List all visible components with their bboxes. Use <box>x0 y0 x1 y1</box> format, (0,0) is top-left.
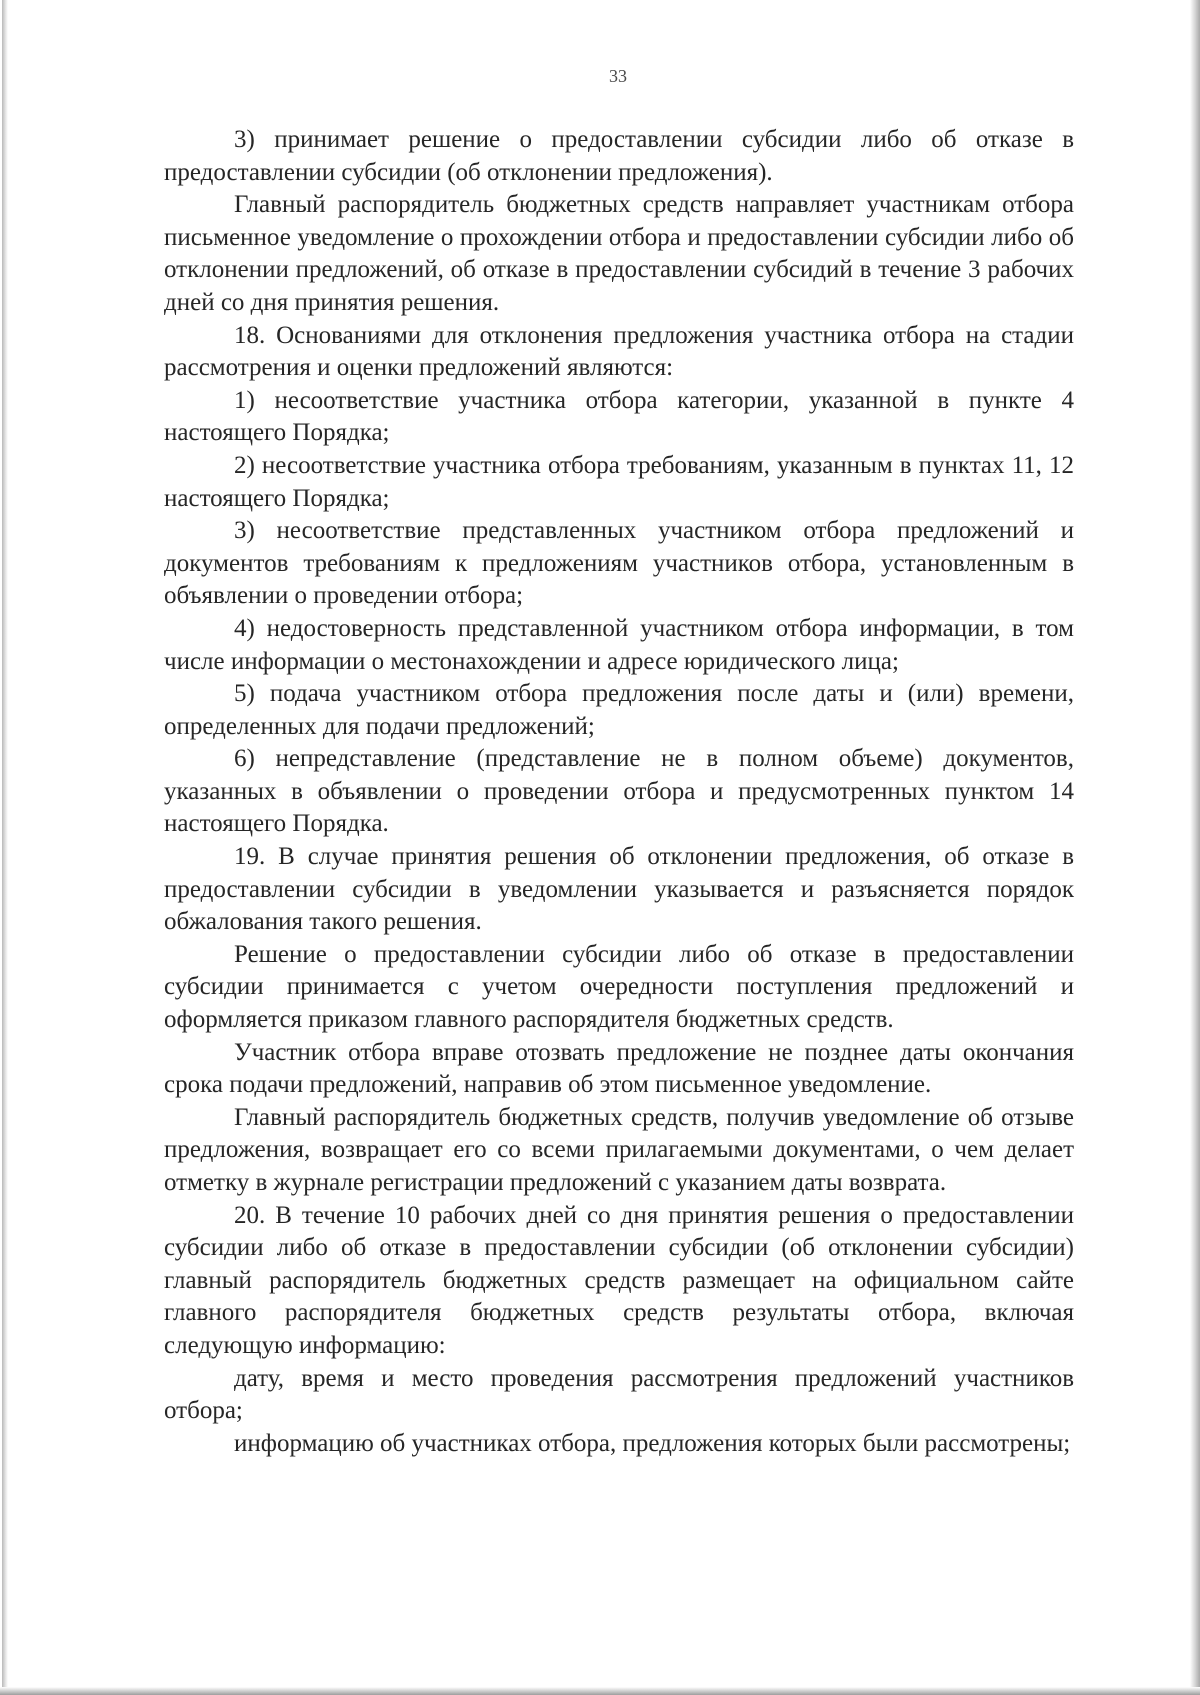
paragraph: 4) недостоверность представленной участником отбора информации, в том числе информации о местонахождении и адресе юридического лица; <box>164 614 1074 675</box>
paragraph: Решение о предоставлении субсидии либо об отказе в предоставлении субсидии принимается с учетом очередности поступления предложений и оформляется приказом главного распорядителя бюджетных средств. <box>164 940 1074 1034</box>
paragraph: 3) принимает решение о предоставлении субсидии либо об отказе в предоставлении субсидии (об отклонении предложения). <box>164 126 1074 186</box>
page-number: 33 <box>609 66 627 86</box>
paragraph: 20. В течение 10 рабочих дней со дня принятия решения о предоставлении субсидии либо об отказе в предоставлении субсидии (об отклонении субсидии) главный распорядитель бюджетных средств размещает на официальном сайте главного распорядителя бюджетных средств результаты отбора, включая следующую информацию: <box>164 1201 1074 1359</box>
page-edge-left <box>2 0 8 1695</box>
paragraph: информацию об участниках отбора, предложения которых были рассмотрены; <box>234 1429 1071 1457</box>
paragraph: 2) несоответствие участника отбора требованиям, указанным в пунктах 11, 12 настоящего Порядка; <box>164 451 1074 512</box>
paragraph: 3) несоответствие представленных участником отбора предложений и документов требованиям к предложениям участников отбора, установленным в объявлении о проведении отбора; <box>164 517 1074 610</box>
paragraph: 19. В случае принятия решения об отклонении предложения, об отказе в предоставлении субсидии в уведомлении указывается и разъясняется порядок обжалования такого решения. <box>164 843 1074 936</box>
paragraph: 18. Основаниями для отклонения предложения участника отбора на стадии рассмотрения и оценки предложений являются: <box>164 321 1074 382</box>
paragraph: Главный распорядитель бюджетных средств направляет участникам отбора письменное уведомление о прохождении отбора и предоставлении субсидии либо об отклонении предложений, об отказе в предоставлении субсидий в течение 3 рабочих дней со дня принятия решения. <box>164 191 1074 316</box>
paragraph: Участник отбора вправе отозвать предложение не позднее даты окончания срока подачи предложений, направив об этом письменное уведомление. <box>164 1038 1074 1099</box>
paragraph: дату, время и место проведения рассмотрения предложений участников отбора; <box>164 1364 1074 1425</box>
paragraph: 1) несоответствие участника отбора категории, указанной в пункте 4 настоящего Порядка; <box>164 386 1074 447</box>
page-edge-right <box>1190 0 1200 1695</box>
paragraph: Главный распорядитель бюджетных средств, получив уведомление об отзыве предложения, возвращает его со всеми прилагаемыми документами, о чем делает отметку в журнале регистрации предложений с указанием даты возврата. <box>164 1103 1074 1196</box>
paragraph: 6) непредставление (представление не в полном объеме) документов, указанных в объявлении о проведении отбора и предусмотренных пунктом 14 настоящего Порядка. <box>164 745 1074 838</box>
paragraph: 5) подача участником отбора предложения после даты и (или) времени, определенных для подачи предложений; <box>164 680 1074 740</box>
document-body <box>164 124 1074 1460</box>
page-edge-bottom <box>0 1687 1200 1695</box>
